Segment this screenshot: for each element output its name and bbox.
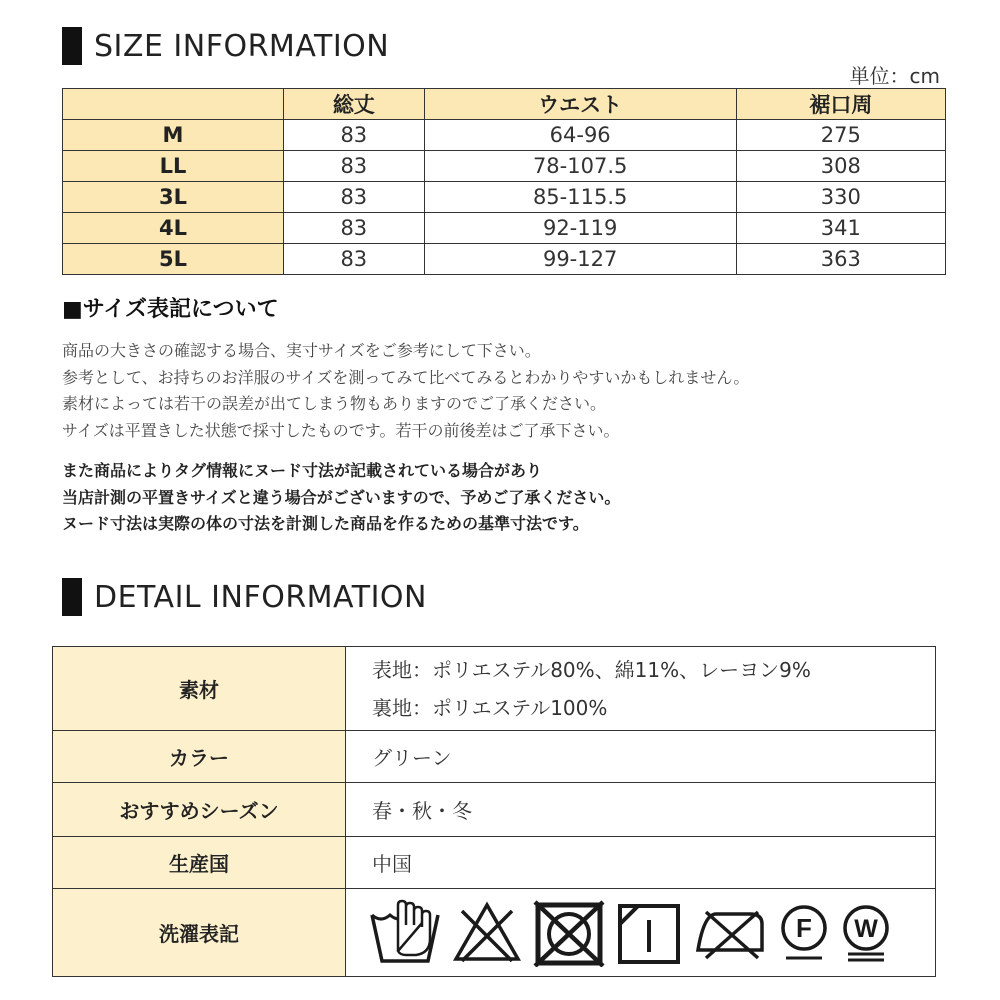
iron-low-icon: [692, 900, 768, 966]
table-header-row: [63, 89, 946, 120]
size-cell: 3L: [63, 182, 284, 213]
nude-size-notes: [62, 458, 620, 538]
hem-cell: 363: [736, 244, 945, 275]
care-label: 洗濯表記: [53, 889, 346, 977]
size-cell: 4L: [63, 213, 284, 244]
wet-clean-letter: W: [854, 914, 878, 943]
section-marker: [62, 27, 82, 65]
detail-information-header: [62, 578, 427, 616]
waist-cell: 99-127: [424, 244, 736, 275]
table-row: [63, 244, 946, 275]
size-notes: [62, 338, 749, 444]
season-label: おすすめシーズン: [53, 783, 346, 837]
note-line: 参考として、お持ちのお洋服のサイズを測ってみて比べてみるとわかりやすいかもしれません。: [62, 367, 750, 387]
size-cell: LL: [63, 151, 284, 182]
waist-cell: 78-107.5: [424, 151, 736, 182]
length-cell: 83: [284, 151, 425, 182]
hem-cell: 308: [736, 151, 945, 182]
line-dry-shade-icon: [616, 900, 682, 966]
detail-row-season: [53, 783, 936, 837]
wet-clean-w-icon: [840, 902, 892, 964]
note-line: 素材によっては若干の誤差が出てしまう物もありますのでご了承ください。: [62, 394, 607, 413]
care-icons: [368, 899, 935, 967]
size-table: [62, 88, 946, 275]
bold-note-line: ヌード寸法は実際の体の寸法を計測した商品を作るための基準寸法です。: [62, 514, 589, 533]
hand-wash-icon: [368, 899, 442, 967]
section-title: SIZE INFORMATION: [94, 28, 390, 64]
season-value: 春・秋・冬: [346, 783, 936, 837]
waist-cell: 85-115.5: [424, 182, 736, 213]
table-row: [63, 120, 946, 151]
dry-clean-f-icon: [778, 902, 830, 964]
detail-row-care: [53, 889, 936, 977]
material-line: 表地：ポリエステル80%、綿11%、レーヨン9%: [372, 657, 811, 682]
length-cell: 83: [284, 120, 425, 151]
size-cell: 5L: [63, 244, 284, 275]
waist-cell: 64-96: [424, 120, 736, 151]
table-header-cell: 裾口周: [736, 89, 945, 120]
waist-cell: 92-119: [424, 213, 736, 244]
size-information-header: [62, 27, 389, 65]
no-bleach-icon: [452, 901, 522, 965]
table-header-cell: ウエスト: [424, 89, 736, 120]
no-tumble-dry-icon: [532, 899, 606, 967]
table-row: [63, 151, 946, 182]
table-header-cell: [63, 89, 284, 120]
material-label: 素材: [53, 647, 346, 731]
length-cell: 83: [284, 213, 425, 244]
detail-row-material: [53, 647, 936, 731]
care-icons-cell: [346, 889, 936, 977]
note-line: 商品の大きさの確認する場合、実寸サイズをご参考にして下さい。: [62, 341, 541, 360]
size-cell: M: [63, 120, 284, 151]
section-marker: [62, 578, 82, 616]
detail-table: [52, 646, 936, 977]
dry-clean-letter: F: [796, 912, 812, 943]
hem-cell: 275: [736, 120, 945, 151]
table-row: [63, 182, 946, 213]
bold-note-line: また商品によりタグ情報にヌード寸法が記載されている場合があり: [62, 461, 543, 480]
size-notes-title: ■サイズ表記について: [62, 297, 279, 322]
unit-label: 単位：cm: [849, 64, 940, 88]
section-title: DETAIL INFORMATION: [94, 579, 427, 615]
origin-value: 中国: [346, 837, 936, 889]
color-label: カラー: [53, 731, 346, 783]
hem-cell: 341: [736, 213, 945, 244]
material-line: 裏地：ポリエステル100%: [372, 695, 608, 720]
length-cell: 83: [284, 182, 425, 213]
bold-note-line: 当店計測の平置きサイズと違う場合がございますので、予めご了承ください。: [62, 487, 621, 507]
color-value: グリーン: [346, 731, 936, 783]
table-row: [63, 213, 946, 244]
material-value: [346, 647, 936, 731]
note-line: サイズは平置きした状態で採寸したものです。若干の前後差はご了承下さい。: [62, 420, 620, 440]
length-cell: 83: [284, 244, 425, 275]
origin-label: 生産国: [53, 837, 346, 889]
detail-row-origin: [53, 837, 936, 889]
hem-cell: 330: [736, 182, 945, 213]
table-header-cell: 総丈: [284, 89, 425, 120]
detail-row-color: [53, 731, 936, 783]
